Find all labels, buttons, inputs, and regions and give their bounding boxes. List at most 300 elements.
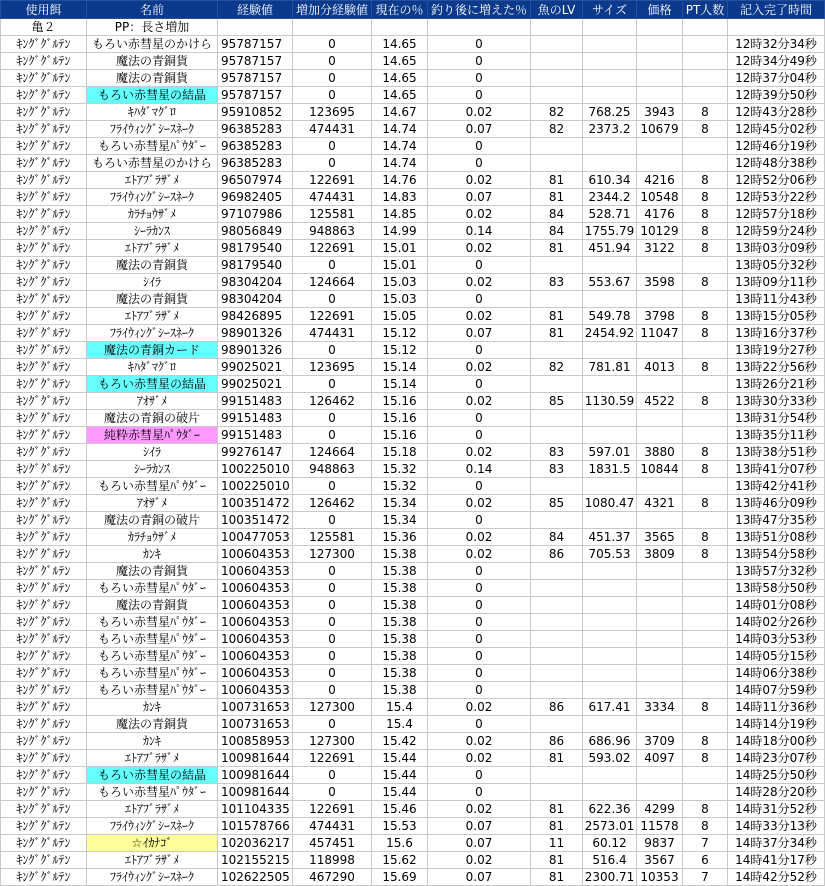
time-cell[interactable]: 12時53分22秒 <box>728 189 825 206</box>
price-cell[interactable]: 3798 <box>637 308 683 325</box>
pct-gain-cell[interactable]: 0 <box>428 376 531 393</box>
exp-gain-cell[interactable]: 0 <box>293 155 372 172</box>
table-cell[interactable] <box>372 19 428 36</box>
party-size-cell[interactable]: 8 <box>683 529 728 546</box>
exp-cell[interactable]: 100604353 <box>218 665 293 682</box>
price-cell[interactable]: 10129 <box>637 223 683 240</box>
exp-cell[interactable]: 98056849 <box>218 223 293 240</box>
pct-gain-cell[interactable]: 0 <box>428 767 531 784</box>
fish-level-cell[interactable]: 11 <box>531 835 583 852</box>
subheader-name-cell[interactable]: PP：長さ増加 <box>87 19 218 36</box>
time-cell[interactable]: 13時31分54秒 <box>728 410 825 427</box>
name-cell[interactable]: ｴﾄｱﾌﾞﾗｻﾞﾒ <box>87 852 218 869</box>
pct-gain-cell[interactable]: 0 <box>428 784 531 801</box>
pct-gain-cell[interactable]: 0.02 <box>428 240 531 257</box>
pct-gain-cell[interactable]: 0.02 <box>428 733 531 750</box>
size-cell[interactable] <box>583 784 637 801</box>
fish-level-cell[interactable] <box>531 342 583 359</box>
time-cell[interactable]: 12時48分38秒 <box>728 155 825 172</box>
col-header-size[interactable]: サイズ <box>583 1 637 19</box>
name-cell[interactable]: もろい赤彗星ﾊﾟｳﾀﾞｰ <box>87 138 218 155</box>
fish-level-cell[interactable] <box>531 410 583 427</box>
time-cell[interactable]: 14時37分34秒 <box>728 835 825 852</box>
pct-gain-cell[interactable]: 0.02 <box>428 444 531 461</box>
pct-gain-cell[interactable]: 0 <box>428 53 531 70</box>
time-cell[interactable]: 13時09分11秒 <box>728 274 825 291</box>
time-cell[interactable]: 13時16分37秒 <box>728 325 825 342</box>
exp-gain-cell[interactable]: 0 <box>293 376 372 393</box>
price-cell[interactable] <box>637 580 683 597</box>
current-pct-cell[interactable]: 14.74 <box>372 138 428 155</box>
exp-cell[interactable]: 99025021 <box>218 359 293 376</box>
price-cell[interactable] <box>637 784 683 801</box>
size-cell[interactable] <box>583 682 637 699</box>
exp-gain-cell[interactable]: 124664 <box>293 274 372 291</box>
bait-cell[interactable]: ｷﾝｸﾞｸﾞﾙﾃﾝ <box>1 427 87 444</box>
price-cell[interactable]: 4321 <box>637 495 683 512</box>
size-cell[interactable] <box>583 478 637 495</box>
size-cell[interactable]: 1831.5 <box>583 461 637 478</box>
table-cell[interactable] <box>428 19 531 36</box>
party-size-cell[interactable] <box>683 716 728 733</box>
exp-cell[interactable]: 100351472 <box>218 512 293 529</box>
exp-gain-cell[interactable]: 0 <box>293 767 372 784</box>
exp-cell[interactable]: 99151483 <box>218 393 293 410</box>
time-cell[interactable]: 13時19分27秒 <box>728 342 825 359</box>
exp-cell[interactable]: 100604353 <box>218 597 293 614</box>
time-cell[interactable]: 13時51分08秒 <box>728 529 825 546</box>
party-size-cell[interactable] <box>683 512 728 529</box>
col-header-fish-level[interactable]: 魚のLV <box>531 1 583 19</box>
exp-gain-cell[interactable]: 126462 <box>293 495 372 512</box>
bait-cell[interactable]: ｷﾝｸﾞｸﾞﾙﾃﾝ <box>1 121 87 138</box>
current-pct-cell[interactable]: 15.16 <box>372 393 428 410</box>
fish-level-cell[interactable]: 82 <box>531 104 583 121</box>
pct-gain-cell[interactable]: 0 <box>428 138 531 155</box>
fish-level-cell[interactable]: 81 <box>531 818 583 835</box>
fish-level-cell[interactable]: 81 <box>531 240 583 257</box>
size-cell[interactable]: 1130.59 <box>583 393 637 410</box>
exp-gain-cell[interactable]: 118998 <box>293 852 372 869</box>
exp-gain-cell[interactable]: 474431 <box>293 325 372 342</box>
bait-cell[interactable]: ｷﾝｸﾞｸﾞﾙﾃﾝ <box>1 138 87 155</box>
pct-gain-cell[interactable]: 0.02 <box>428 495 531 512</box>
exp-gain-cell[interactable]: 948863 <box>293 461 372 478</box>
exp-gain-cell[interactable]: 0 <box>293 648 372 665</box>
size-cell[interactable] <box>583 138 637 155</box>
size-cell[interactable] <box>583 767 637 784</box>
fish-level-cell[interactable]: 86 <box>531 733 583 750</box>
size-cell[interactable] <box>583 614 637 631</box>
price-cell[interactable]: 4097 <box>637 750 683 767</box>
price-cell[interactable]: 3565 <box>637 529 683 546</box>
pct-gain-cell[interactable]: 0.02 <box>428 546 531 563</box>
exp-gain-cell[interactable]: 0 <box>293 512 372 529</box>
party-size-cell[interactable]: 8 <box>683 189 728 206</box>
col-header-price[interactable]: 価格 <box>637 1 683 19</box>
party-size-cell[interactable]: 8 <box>683 750 728 767</box>
party-size-cell[interactable] <box>683 36 728 53</box>
current-pct-cell[interactable]: 14.76 <box>372 172 428 189</box>
exp-gain-cell[interactable]: 0 <box>293 291 372 308</box>
time-cell[interactable]: 13時03分09秒 <box>728 240 825 257</box>
party-size-cell[interactable]: 8 <box>683 172 728 189</box>
pct-gain-cell[interactable]: 0.02 <box>428 274 531 291</box>
name-cell[interactable]: ｱｵｻﾞﾒ <box>87 495 218 512</box>
exp-cell[interactable]: 95787157 <box>218 87 293 104</box>
size-cell[interactable] <box>583 70 637 87</box>
name-cell[interactable]: もろい赤彗星ﾊﾟｳﾀﾞｰ <box>87 784 218 801</box>
current-pct-cell[interactable]: 15.03 <box>372 291 428 308</box>
current-pct-cell[interactable]: 15.38 <box>372 563 428 580</box>
bait-cell[interactable]: ｷﾝｸﾞｸﾞﾙﾃﾝ <box>1 189 87 206</box>
bait-cell[interactable]: ｷﾝｸﾞｸﾞﾙﾃﾝ <box>1 495 87 512</box>
exp-cell[interactable]: 100604353 <box>218 580 293 597</box>
fish-level-cell[interactable] <box>531 631 583 648</box>
exp-cell[interactable]: 100604353 <box>218 563 293 580</box>
fish-level-cell[interactable] <box>531 36 583 53</box>
size-cell[interactable] <box>583 580 637 597</box>
size-cell[interactable]: 451.94 <box>583 240 637 257</box>
party-size-cell[interactable] <box>683 478 728 495</box>
exp-gain-cell[interactable]: 0 <box>293 597 372 614</box>
exp-cell[interactable]: 100225010 <box>218 478 293 495</box>
current-pct-cell[interactable]: 15.38 <box>372 665 428 682</box>
time-cell[interactable]: 13時58分50秒 <box>728 580 825 597</box>
time-cell[interactable]: 13時54分58秒 <box>728 546 825 563</box>
name-cell[interactable]: 魔法の青銅貨 <box>87 70 218 87</box>
exp-gain-cell[interactable]: 0 <box>293 53 372 70</box>
fish-level-cell[interactable]: 81 <box>531 801 583 818</box>
party-size-cell[interactable]: 7 <box>683 835 728 852</box>
name-cell[interactable]: ｼｲﾗ <box>87 274 218 291</box>
party-size-cell[interactable] <box>683 53 728 70</box>
exp-gain-cell[interactable]: 126462 <box>293 393 372 410</box>
fish-level-cell[interactable]: 83 <box>531 274 583 291</box>
fish-level-cell[interactable]: 82 <box>531 121 583 138</box>
current-pct-cell[interactable]: 15.44 <box>372 750 428 767</box>
exp-cell[interactable]: 100604353 <box>218 546 293 563</box>
fish-level-cell[interactable]: 84 <box>531 206 583 223</box>
bait-cell[interactable]: ｷﾝｸﾞｸﾞﾙﾃﾝ <box>1 580 87 597</box>
time-cell[interactable]: 13時38分51秒 <box>728 444 825 461</box>
time-cell[interactable]: 14時01分08秒 <box>728 597 825 614</box>
current-pct-cell[interactable]: 15.69 <box>372 869 428 886</box>
current-pct-cell[interactable]: 15.44 <box>372 767 428 784</box>
col-header-pct-gain[interactable]: 釣り後に増えた％ <box>428 1 531 19</box>
time-cell[interactable]: 14時18分00秒 <box>728 733 825 750</box>
fish-level-cell[interactable] <box>531 597 583 614</box>
subheader-bait-cell[interactable]: 亀２ <box>1 19 87 36</box>
fish-level-cell[interactable]: 83 <box>531 444 583 461</box>
bait-cell[interactable]: ｷﾝｸﾞｸﾞﾙﾃﾝ <box>1 257 87 274</box>
time-cell[interactable]: 14時28分20秒 <box>728 784 825 801</box>
time-cell[interactable]: 13時47分35秒 <box>728 512 825 529</box>
bait-cell[interactable]: ｷﾝｸﾞｸﾞﾙﾃﾝ <box>1 393 87 410</box>
fish-level-cell[interactable] <box>531 767 583 784</box>
price-cell[interactable]: 3880 <box>637 444 683 461</box>
name-cell[interactable]: ｱｵｻﾞﾒ <box>87 393 218 410</box>
col-header-party-size[interactable]: PT人数 <box>683 1 728 19</box>
time-cell[interactable]: 12時57分18秒 <box>728 206 825 223</box>
time-cell[interactable]: 14時02分26秒 <box>728 614 825 631</box>
exp-gain-cell[interactable]: 122691 <box>293 240 372 257</box>
current-pct-cell[interactable]: 15.38 <box>372 614 428 631</box>
fish-level-cell[interactable]: 83 <box>531 461 583 478</box>
price-cell[interactable] <box>637 342 683 359</box>
exp-cell[interactable]: 96507974 <box>218 172 293 189</box>
exp-cell[interactable]: 100225010 <box>218 461 293 478</box>
exp-cell[interactable]: 100731653 <box>218 699 293 716</box>
current-pct-cell[interactable]: 15.38 <box>372 580 428 597</box>
fish-level-cell[interactable] <box>531 70 583 87</box>
time-cell[interactable]: 12時46分19秒 <box>728 138 825 155</box>
name-cell[interactable]: もろい赤彗星ﾊﾟｳﾀﾞｰ <box>87 682 218 699</box>
fish-level-cell[interactable] <box>531 257 583 274</box>
bait-cell[interactable]: ｷﾝｸﾞｸﾞﾙﾃﾝ <box>1 461 87 478</box>
size-cell[interactable] <box>583 36 637 53</box>
price-cell[interactable] <box>637 70 683 87</box>
bait-cell[interactable]: ｷﾝｸﾞｸﾞﾙﾃﾝ <box>1 291 87 308</box>
name-cell[interactable]: ﾌﾗｲｳｨﾝｸﾞｼｰｽﾈｰｸ <box>87 189 218 206</box>
exp-gain-cell[interactable]: 122691 <box>293 172 372 189</box>
exp-gain-cell[interactable]: 0 <box>293 682 372 699</box>
pct-gain-cell[interactable]: 0 <box>428 512 531 529</box>
current-pct-cell[interactable]: 14.74 <box>372 155 428 172</box>
time-cell[interactable]: 14時06分38秒 <box>728 665 825 682</box>
bait-cell[interactable]: ｷﾝｸﾞｸﾞﾙﾃﾝ <box>1 308 87 325</box>
pct-gain-cell[interactable]: 0.02 <box>428 699 531 716</box>
price-cell[interactable]: 11047 <box>637 325 683 342</box>
current-pct-cell[interactable]: 15.12 <box>372 342 428 359</box>
price-cell[interactable]: 3943 <box>637 104 683 121</box>
bait-cell[interactable]: ｷﾝｸﾞｸﾞﾙﾃﾝ <box>1 155 87 172</box>
exp-cell[interactable]: 98304204 <box>218 274 293 291</box>
party-size-cell[interactable]: 7 <box>683 869 728 886</box>
party-size-cell[interactable] <box>683 631 728 648</box>
exp-gain-cell[interactable]: 122691 <box>293 750 372 767</box>
exp-gain-cell[interactable]: 127300 <box>293 546 372 563</box>
exp-cell[interactable]: 100731653 <box>218 716 293 733</box>
current-pct-cell[interactable]: 15.42 <box>372 733 428 750</box>
price-cell[interactable] <box>637 648 683 665</box>
exp-gain-cell[interactable]: 0 <box>293 410 372 427</box>
size-cell[interactable] <box>583 291 637 308</box>
time-cell[interactable]: 14時25分50秒 <box>728 767 825 784</box>
table-cell[interactable] <box>293 19 372 36</box>
bait-cell[interactable]: ｷﾝｸﾞｸﾞﾙﾃﾝ <box>1 546 87 563</box>
exp-gain-cell[interactable]: 0 <box>293 138 372 155</box>
price-cell[interactable] <box>637 36 683 53</box>
name-cell[interactable]: もろい赤彗星のかけら <box>87 155 218 172</box>
current-pct-cell[interactable]: 15.32 <box>372 478 428 495</box>
party-size-cell[interactable]: 8 <box>683 733 728 750</box>
size-cell[interactable] <box>583 597 637 614</box>
time-cell[interactable]: 13時05分32秒 <box>728 257 825 274</box>
party-size-cell[interactable]: 8 <box>683 359 728 376</box>
table-cell[interactable] <box>583 19 637 36</box>
exp-gain-cell[interactable]: 474431 <box>293 818 372 835</box>
current-pct-cell[interactable]: 14.65 <box>372 70 428 87</box>
time-cell[interactable]: 14時05分15秒 <box>728 648 825 665</box>
fish-level-cell[interactable] <box>531 291 583 308</box>
bait-cell[interactable]: ｷﾝｸﾞｸﾞﾙﾃﾝ <box>1 597 87 614</box>
name-cell[interactable]: ﾌﾗｲｳｨﾝｸﾞｼｰｽﾈｰｸ <box>87 818 218 835</box>
size-cell[interactable] <box>583 631 637 648</box>
price-cell[interactable]: 3598 <box>637 274 683 291</box>
fish-level-cell[interactable]: 84 <box>531 529 583 546</box>
size-cell[interactable] <box>583 410 637 427</box>
exp-cell[interactable]: 97107986 <box>218 206 293 223</box>
size-cell[interactable] <box>583 648 637 665</box>
pct-gain-cell[interactable]: 0.02 <box>428 529 531 546</box>
exp-gain-cell[interactable]: 125581 <box>293 206 372 223</box>
pct-gain-cell[interactable]: 0 <box>428 291 531 308</box>
size-cell[interactable]: 553.67 <box>583 274 637 291</box>
party-size-cell[interactable]: 8 <box>683 274 728 291</box>
exp-cell[interactable]: 99276147 <box>218 444 293 461</box>
exp-cell[interactable]: 96385283 <box>218 155 293 172</box>
time-cell[interactable]: 13時57分32秒 <box>728 563 825 580</box>
size-cell[interactable]: 597.01 <box>583 444 637 461</box>
exp-cell[interactable]: 98179540 <box>218 240 293 257</box>
pct-gain-cell[interactable]: 0.02 <box>428 801 531 818</box>
current-pct-cell[interactable]: 15.62 <box>372 852 428 869</box>
col-header-exp[interactable]: 経験値 <box>218 1 293 19</box>
fish-level-cell[interactable] <box>531 155 583 172</box>
bait-cell[interactable]: ｷﾝｸﾞｸﾞﾙﾃﾝ <box>1 410 87 427</box>
exp-cell[interactable]: 100858953 <box>218 733 293 750</box>
bait-cell[interactable]: ｷﾝｸﾞｸﾞﾙﾃﾝ <box>1 87 87 104</box>
fish-level-cell[interactable]: 81 <box>531 869 583 886</box>
time-cell[interactable]: 14時42分52秒 <box>728 869 825 886</box>
current-pct-cell[interactable]: 15.16 <box>372 410 428 427</box>
exp-cell[interactable]: 99151483 <box>218 427 293 444</box>
price-cell[interactable] <box>637 767 683 784</box>
exp-gain-cell[interactable]: 122691 <box>293 308 372 325</box>
name-cell[interactable]: もろい赤彗星ﾊﾟｳﾀﾞｰ <box>87 614 218 631</box>
exp-cell[interactable]: 102155215 <box>218 852 293 869</box>
price-cell[interactable] <box>637 665 683 682</box>
size-cell[interactable]: 617.41 <box>583 699 637 716</box>
size-cell[interactable] <box>583 563 637 580</box>
party-size-cell[interactable] <box>683 70 728 87</box>
time-cell[interactable]: 12時37分04秒 <box>728 70 825 87</box>
fish-level-cell[interactable]: 85 <box>531 393 583 410</box>
name-cell[interactable]: ｴﾄｱﾌﾞﾗｻﾞﾒ <box>87 750 218 767</box>
size-cell[interactable]: 686.96 <box>583 733 637 750</box>
price-cell[interactable]: 4013 <box>637 359 683 376</box>
exp-cell[interactable]: 101578766 <box>218 818 293 835</box>
table-cell[interactable] <box>728 19 825 36</box>
party-size-cell[interactable] <box>683 597 728 614</box>
exp-cell[interactable]: 100477053 <box>218 529 293 546</box>
name-cell[interactable]: ｶﾝｷ <box>87 733 218 750</box>
exp-gain-cell[interactable]: 123695 <box>293 359 372 376</box>
pct-gain-cell[interactable]: 0.02 <box>428 172 531 189</box>
col-header-name[interactable]: 名前 <box>87 1 218 19</box>
exp-gain-cell[interactable]: 0 <box>293 427 372 444</box>
name-cell[interactable]: もろい赤彗星の結晶 <box>87 376 218 393</box>
price-cell[interactable] <box>637 716 683 733</box>
name-cell[interactable]: ｴﾄｱﾌﾞﾗｻﾞﾒ <box>87 172 218 189</box>
current-pct-cell[interactable]: 15.16 <box>372 427 428 444</box>
fish-level-cell[interactable]: 84 <box>531 223 583 240</box>
pct-gain-cell[interactable]: 0 <box>428 155 531 172</box>
pct-gain-cell[interactable]: 0.07 <box>428 869 531 886</box>
exp-cell[interactable]: 100351472 <box>218 495 293 512</box>
pct-gain-cell[interactable]: 0.02 <box>428 359 531 376</box>
current-pct-cell[interactable]: 15.53 <box>372 818 428 835</box>
current-pct-cell[interactable]: 15.36 <box>372 529 428 546</box>
price-cell[interactable] <box>637 376 683 393</box>
exp-cell[interactable]: 100604353 <box>218 648 293 665</box>
bait-cell[interactable]: ｷﾝｸﾞｸﾞﾙﾃﾝ <box>1 172 87 189</box>
time-cell[interactable]: 12時34分49秒 <box>728 53 825 70</box>
price-cell[interactable] <box>637 410 683 427</box>
bait-cell[interactable]: ｷﾝｸﾞｸﾞﾙﾃﾝ <box>1 36 87 53</box>
pct-gain-cell[interactable]: 0 <box>428 716 531 733</box>
price-cell[interactable] <box>637 563 683 580</box>
pct-gain-cell[interactable]: 0.14 <box>428 223 531 240</box>
exp-gain-cell[interactable]: 0 <box>293 784 372 801</box>
price-cell[interactable] <box>637 631 683 648</box>
exp-gain-cell[interactable]: 123695 <box>293 104 372 121</box>
fish-level-cell[interactable] <box>531 53 583 70</box>
exp-cell[interactable]: 95787157 <box>218 70 293 87</box>
name-cell[interactable]: ｷﾊﾀﾞﾏｸﾞﾛ <box>87 104 218 121</box>
time-cell[interactable]: 13時30分33秒 <box>728 393 825 410</box>
party-size-cell[interactable] <box>683 648 728 665</box>
exp-cell[interactable]: 100604353 <box>218 614 293 631</box>
exp-cell[interactable]: 98426895 <box>218 308 293 325</box>
party-size-cell[interactable] <box>683 376 728 393</box>
exp-gain-cell[interactable]: 0 <box>293 631 372 648</box>
fish-level-cell[interactable] <box>531 614 583 631</box>
party-size-cell[interactable]: 8 <box>683 393 728 410</box>
current-pct-cell[interactable]: 14.65 <box>372 87 428 104</box>
fish-level-cell[interactable]: 86 <box>531 546 583 563</box>
bait-cell[interactable]: ｷﾝｸﾞｸﾞﾙﾃﾝ <box>1 240 87 257</box>
party-size-cell[interactable] <box>683 342 728 359</box>
pct-gain-cell[interactable]: 0.02 <box>428 852 531 869</box>
price-cell[interactable]: 11578 <box>637 818 683 835</box>
current-pct-cell[interactable]: 15.4 <box>372 699 428 716</box>
pct-gain-cell[interactable]: 0 <box>428 427 531 444</box>
bait-cell[interactable]: ｷﾝｸﾞｸﾞﾙﾃﾝ <box>1 716 87 733</box>
price-cell[interactable]: 3122 <box>637 240 683 257</box>
pct-gain-cell[interactable]: 0.07 <box>428 818 531 835</box>
fish-level-cell[interactable] <box>531 716 583 733</box>
exp-gain-cell[interactable]: 0 <box>293 478 372 495</box>
pct-gain-cell[interactable]: 0 <box>428 410 531 427</box>
table-cell[interactable] <box>218 19 293 36</box>
time-cell[interactable]: 12時52分06秒 <box>728 172 825 189</box>
pct-gain-cell[interactable]: 0.02 <box>428 104 531 121</box>
price-cell[interactable]: 10548 <box>637 189 683 206</box>
name-cell[interactable]: ｶﾝｷ <box>87 699 218 716</box>
pct-gain-cell[interactable]: 0 <box>428 36 531 53</box>
exp-gain-cell[interactable]: 0 <box>293 716 372 733</box>
exp-cell[interactable]: 100981644 <box>218 767 293 784</box>
time-cell[interactable]: 12時39分50秒 <box>728 87 825 104</box>
bait-cell[interactable]: ｷﾝｸﾞｸﾞﾙﾃﾝ <box>1 614 87 631</box>
time-cell[interactable]: 14時07分59秒 <box>728 682 825 699</box>
party-size-cell[interactable]: 8 <box>683 240 728 257</box>
size-cell[interactable]: 622.36 <box>583 801 637 818</box>
pct-gain-cell[interactable]: 0 <box>428 70 531 87</box>
size-cell[interactable]: 2373.2 <box>583 121 637 138</box>
